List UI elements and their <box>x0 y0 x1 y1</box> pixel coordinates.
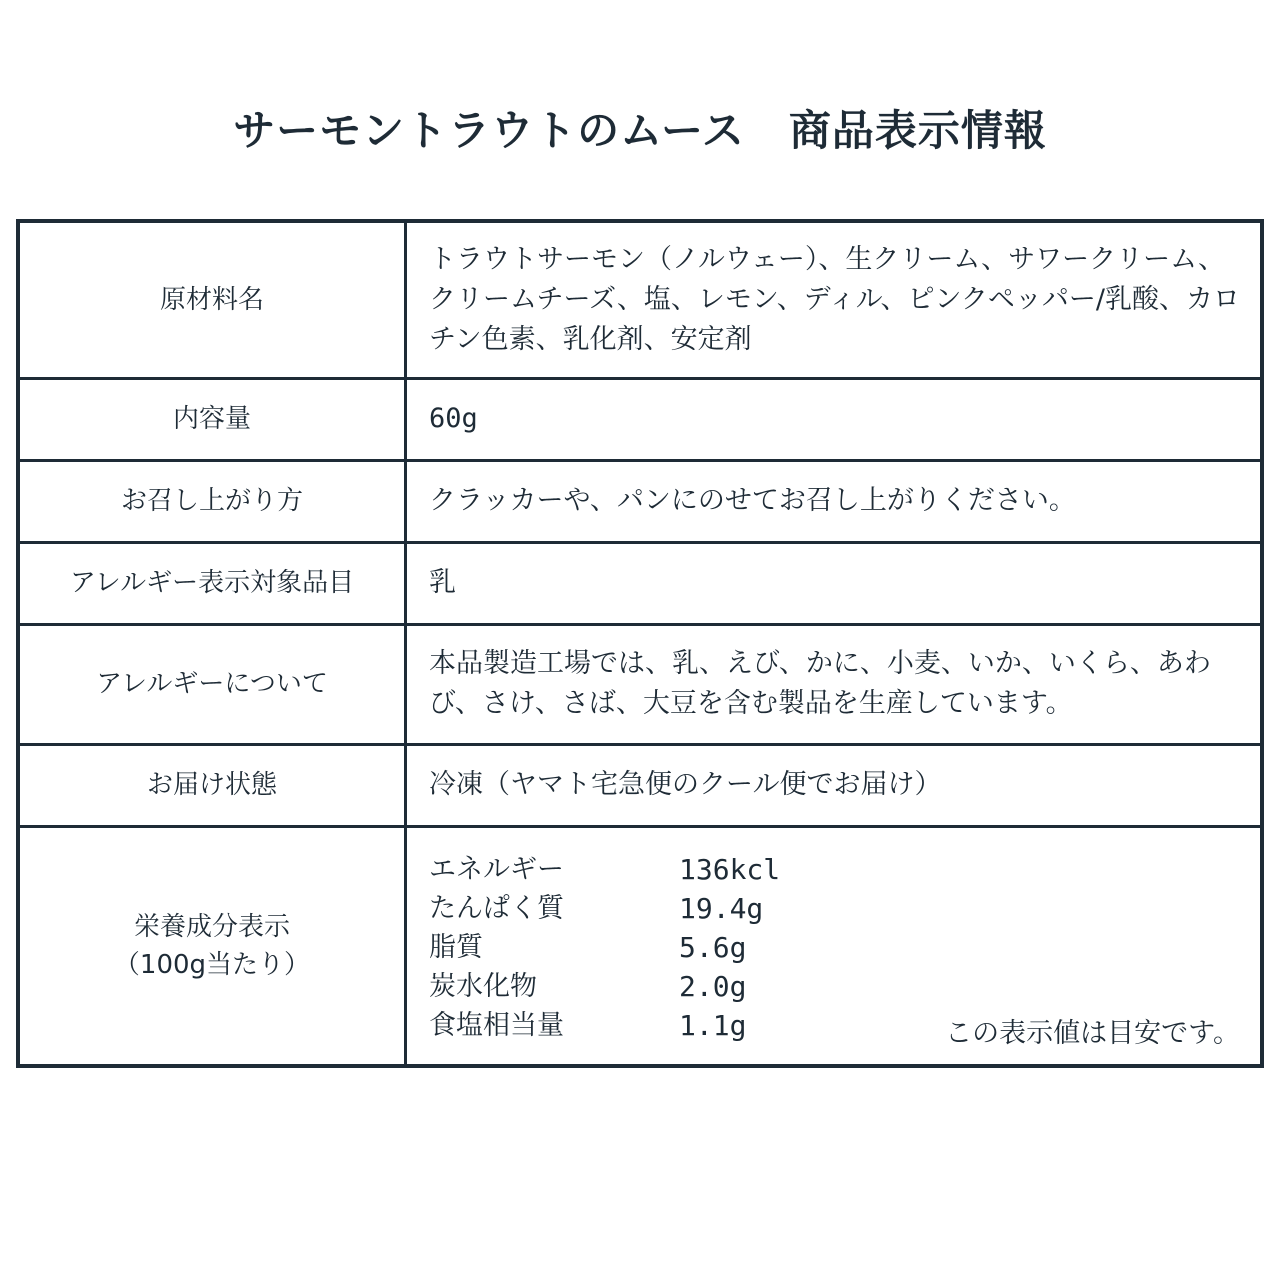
ingredients-value: トラウトサーモン（ノルウェー）、生クリーム、サワークリーム、クリームチーズ、塩、レモン、ディル、ピンクペッパー/乳酸、カロチン色素、乳化剤、安定剤 <box>406 221 1263 378</box>
serving-label: お召し上がり方 <box>18 460 406 542</box>
nutrition-item-value: 2.0g <box>679 969 747 1003</box>
row-allergens <box>18 542 1262 624</box>
nutrition-item-name: 脂質 <box>429 931 483 963</box>
nutrition-item <box>429 850 780 889</box>
nutrition-item-name: エネルギー <box>429 853 564 885</box>
nutrition-item-name: たんぱく質 <box>429 892 564 924</box>
serving-value: クラッカーや、パンにのせてお召し上がりください。 <box>406 460 1263 542</box>
nutrition-item-value: 5.6g <box>679 930 747 964</box>
title-suffix: 商品表示情報 <box>788 106 1047 155</box>
product-name: サーモントラウトのムース <box>233 106 745 155</box>
nutrition-disclaimer: この表示値は目安です。 <box>945 1017 1240 1049</box>
allergy-note-value: 本品製造工場では、乳、えび、かに、小麦、いか、いくら、あわび、さけ、さば、大豆を含む製品を生産しています。 <box>406 624 1263 744</box>
delivery-label: お届け状態 <box>18 744 406 826</box>
nutrition-item <box>429 967 780 1006</box>
nutrition-item <box>429 928 780 967</box>
row-ingredients <box>18 221 1262 378</box>
content-label: 内容量 <box>18 378 406 460</box>
delivery-value: 冷凍（ヤマト宅急便のクール便でお届け） <box>406 744 1263 826</box>
allergens-value: 乳 <box>406 542 1263 624</box>
nutrition-item-value: 1.1g <box>679 1008 747 1042</box>
nutrition-label-line1: 栄養成分表示 <box>133 911 290 942</box>
nutrition-item <box>429 1006 780 1045</box>
row-content <box>18 378 1262 460</box>
row-delivery <box>18 744 1262 826</box>
nutrition-label <box>18 826 406 1066</box>
row-nutrition <box>18 826 1262 1066</box>
ingredients-label: 原材料名 <box>18 221 406 378</box>
content-value: 60g <box>406 378 1263 460</box>
product-info-table <box>16 219 1264 1068</box>
nutrition-label-line2: （100g当たり） <box>113 949 311 980</box>
nutrition-value <box>406 826 1263 1066</box>
row-serving <box>18 460 1262 542</box>
page-title <box>0 98 1280 158</box>
nutrition-item-name: 炭水化物 <box>429 970 537 1002</box>
nutrition-list <box>429 850 780 1045</box>
allergens-label: アレルギー表示対象品目 <box>18 542 406 624</box>
allergy-note-label: アレルギーについて <box>18 624 406 744</box>
nutrition-item-value: 136kcl <box>679 852 781 886</box>
nutrition-item-name: 食塩相当量 <box>429 1009 564 1041</box>
row-allergy-note <box>18 624 1262 744</box>
nutrition-item-value: 19.4g <box>679 891 764 925</box>
nutrition-panel <box>429 828 1242 1064</box>
nutrition-item <box>429 889 780 928</box>
